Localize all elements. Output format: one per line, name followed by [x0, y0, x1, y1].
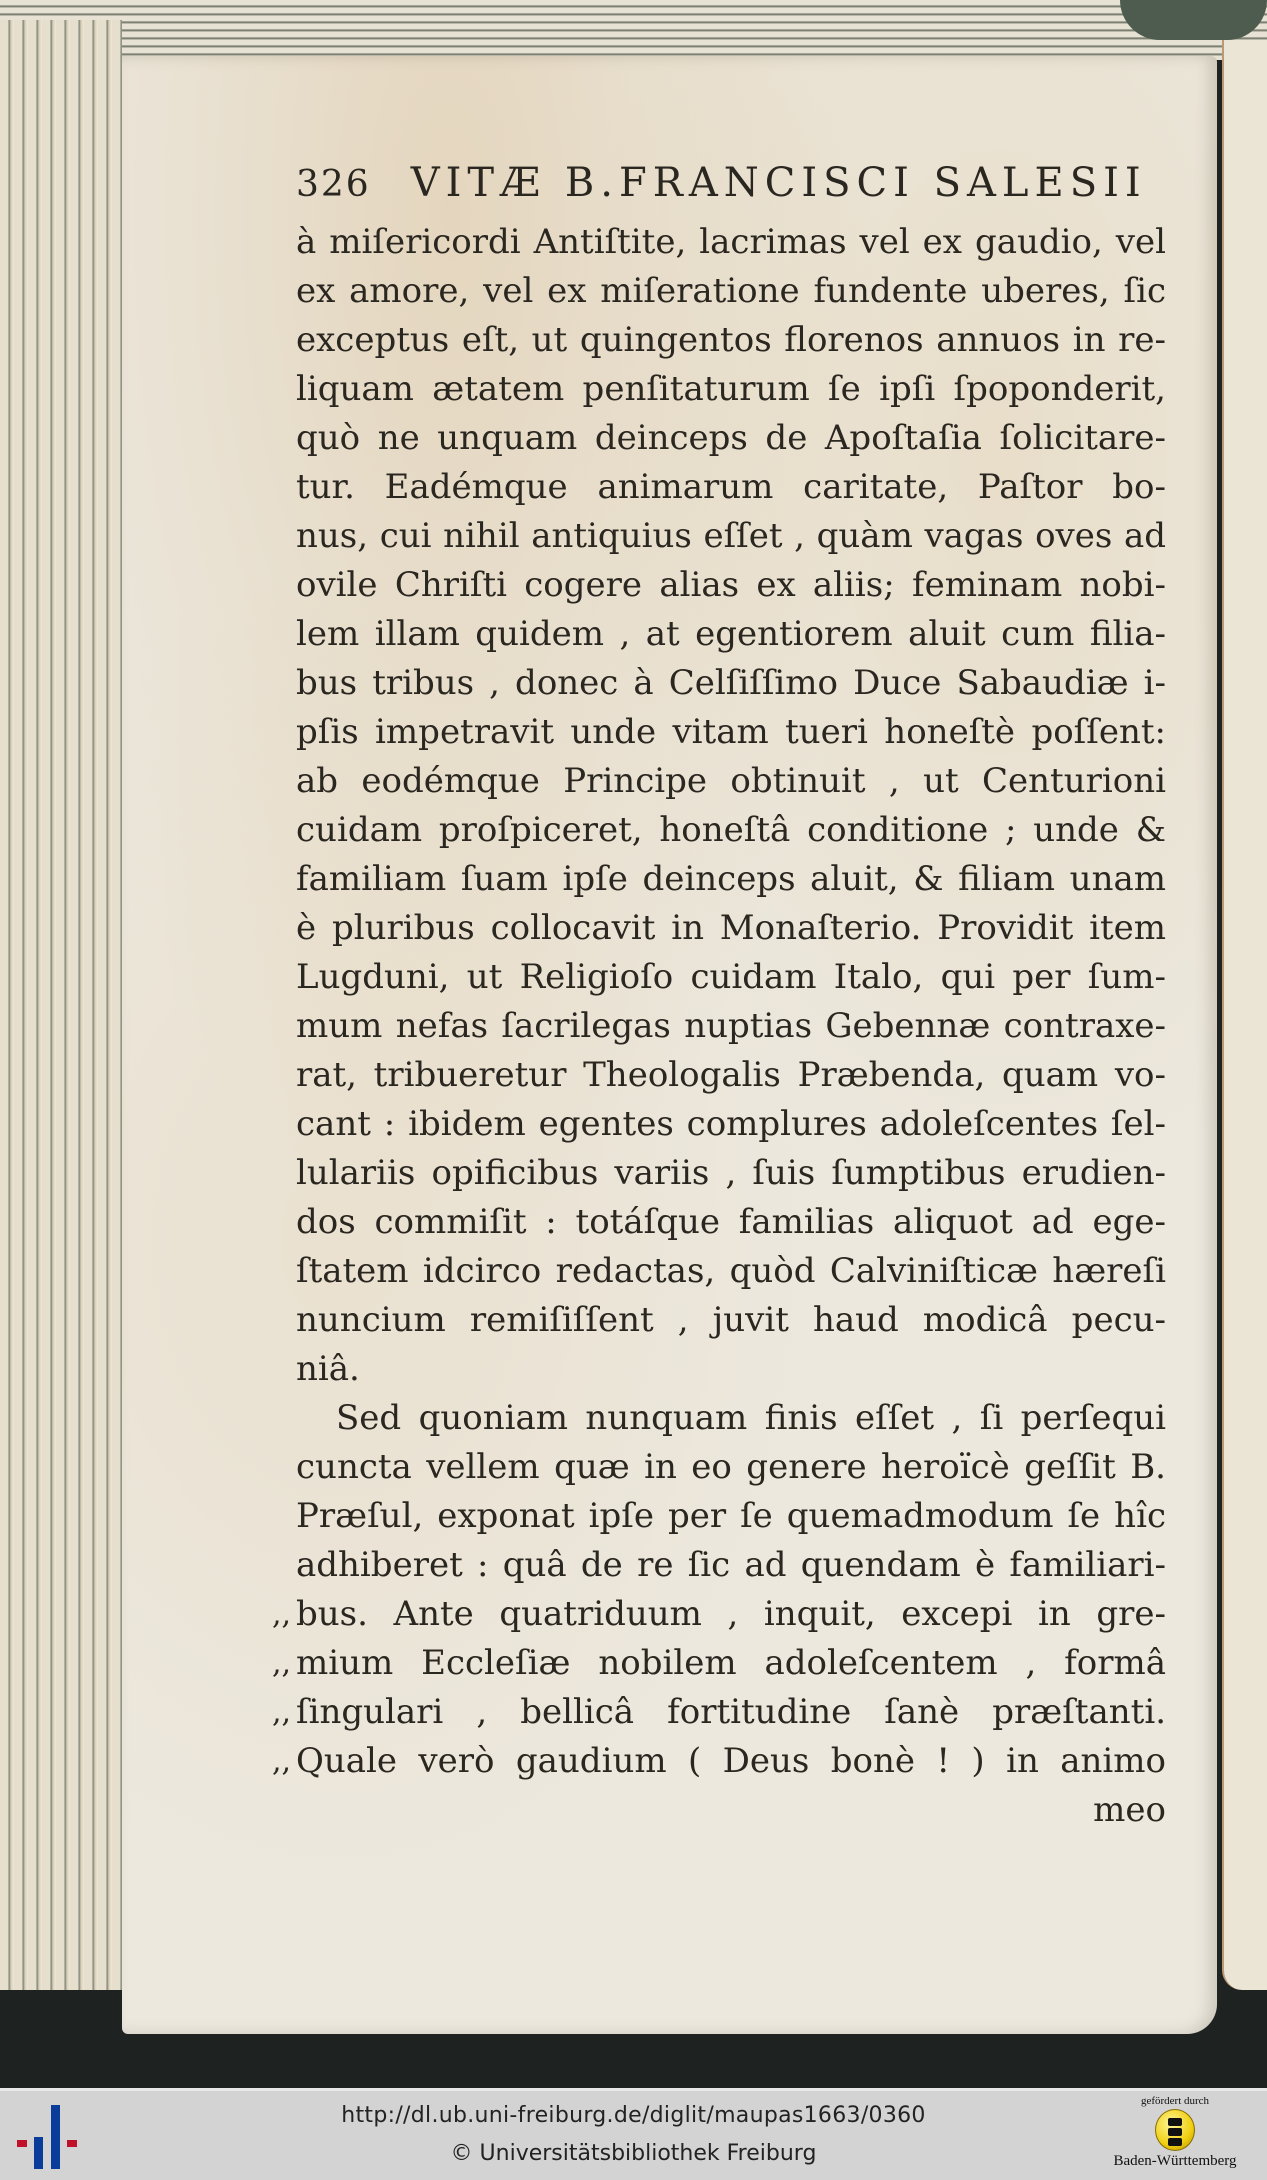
line-text: Lugduni, ut Religioſo cuidam Italo, qui per ſum- — [296, 957, 1166, 997]
quotation-mark: ,, — [272, 1744, 292, 1779]
text-line — [296, 1100, 1166, 1149]
line-text: pſis impetravit unde vitam tueri honeſtè poſſent: — [296, 712, 1166, 752]
line-text: lulariis opificibus variis , ſuis ſumptibus erudien- — [296, 1153, 1166, 1193]
line-text: nuncium remiſiſſent , juvit haud modicâ pecu- — [296, 1300, 1166, 1340]
text-line — [296, 953, 1166, 1002]
text-line — [296, 659, 1166, 708]
text-line — [272, 1590, 1166, 1639]
line-text: dos commiſit : totáſque familias aliquot ad ege- — [296, 1202, 1166, 1242]
book-top-edge — [0, 0, 1267, 60]
quotation-mark: ,, — [272, 1695, 292, 1730]
page-stack-edges — [0, 20, 122, 2010]
coat-of-arms-icon — [1155, 2109, 1195, 2151]
text-line — [272, 1688, 1166, 1737]
text-line — [296, 806, 1166, 855]
line-text: quò ne unquam deinceps de Apoſtaſia ſolicitare- — [296, 418, 1166, 458]
line-text: ſtatem idcirco redactas, quòd Calviniſticæ hæreſi — [296, 1251, 1166, 1291]
running-head-title: VITÆ B.FRANCISCI SALESII — [410, 160, 1147, 206]
footer-bar — [0, 2088, 1267, 2180]
text-line — [296, 463, 1166, 512]
text-line — [296, 1002, 1166, 1051]
line-text: à miſericordi Antiſtite, lacrimas vel ex gaudio, vel — [296, 222, 1166, 262]
book-binding — [1120, 0, 1267, 40]
text-line — [296, 414, 1166, 463]
line-text: tur. Eadémque animarum caritate, Paſtor bo- — [296, 467, 1166, 507]
text-line — [296, 316, 1166, 365]
line-text: rat, tribueretur Theologalis Præbenda, quam vo- — [296, 1055, 1166, 1095]
line-text: exceptus eſt, ut quingentos florenos annuos in re- — [296, 320, 1166, 360]
background-corner — [0, 1990, 130, 2088]
line-text: Quale verò gaudium ( Deus bonè ! ) in animo — [296, 1741, 1166, 1781]
line-text: liquam ætatem penſitaturum ſe ipſi ſpoponderit, — [296, 369, 1166, 409]
text-line — [296, 1051, 1166, 1100]
sponsor-name: Baden-Württemberg — [1113, 2153, 1237, 2169]
line-text: ex amore, vel ex miſeratione fundente uberes, ſic — [296, 271, 1166, 311]
text-line — [296, 512, 1166, 561]
facing-page-edge — [1222, 40, 1267, 1990]
running-header — [296, 160, 1166, 218]
line-text: Præſul, exponat ipſe per ſe quemadmodum ſe hîc — [296, 1496, 1166, 1536]
line-text: nus, cui nihil antiquius eſſet , quàm vagas oves ad — [296, 516, 1166, 556]
sponsor-badge — [1100, 2095, 1250, 2170]
text-line — [296, 1541, 1166, 1590]
text-line — [296, 757, 1166, 806]
quotation-mark: ,, — [272, 1646, 292, 1681]
line-text: adhiberet : quâ de re ſic ad quendam è familiari- — [296, 1545, 1166, 1585]
catchword-line — [296, 1786, 1166, 1835]
quotation-mark: ,, — [272, 1597, 292, 1632]
catchword: meo — [1093, 1790, 1166, 1830]
line-text: è pluribus collocavit in Monaſterio. Providit item — [296, 908, 1166, 948]
line-text: ovile Chriſti cogere alias ex aliis; feminam nobi- — [296, 565, 1166, 605]
text-line — [296, 1492, 1166, 1541]
line-text: bus tribus , donec à Celſiſſimo Duce Sabaudiæ i- — [296, 663, 1166, 703]
text-line — [296, 1394, 1166, 1443]
text-lines — [272, 218, 1166, 1786]
text-line — [296, 1443, 1166, 1492]
text-line — [296, 267, 1166, 316]
line-text: lem illam quidem , at egentiorem aluit cum filia- — [296, 614, 1166, 654]
text-line — [296, 610, 1166, 659]
text-line — [296, 365, 1166, 414]
text-line — [272, 1639, 1166, 1688]
line-text: familiam ſuam ipſe deinceps aluit, & filiam unam — [296, 859, 1166, 899]
line-text: bus. Ante quatriduum , inquit, excepi in gre- — [296, 1594, 1166, 1634]
text-line — [296, 1149, 1166, 1198]
copyright-text: © Universitätsbibliothek Freiburg — [450, 2141, 817, 2166]
permalink-url[interactable]: http://dl.ub.uni-freiburg.de/diglit/maupas1663/0360 — [341, 2103, 926, 2128]
line-text: niâ. — [296, 1349, 360, 1389]
line-text: cant : ibidem egentes complures adoleſcentes ſel- — [296, 1104, 1166, 1144]
text-line — [296, 218, 1166, 267]
text-line — [296, 708, 1166, 757]
page-text — [272, 160, 1166, 1835]
line-text: Sed quoniam nunquam finis eſſet , ſi perſequi — [336, 1398, 1166, 1438]
text-line — [296, 855, 1166, 904]
page-number: 326 — [296, 164, 371, 205]
line-text: cuncta vellem quæ in eo genere heroïcè geſſit B. — [296, 1447, 1166, 1487]
text-line — [272, 1737, 1166, 1786]
line-text: ſingulari , bellicâ fortitudine ſanè præſtanti. — [296, 1692, 1166, 1732]
line-text: mium Eccleſiæ nobilem adoleſcentem , formâ — [296, 1643, 1166, 1683]
text-line — [296, 1296, 1166, 1345]
sponsor-label: gefördert durch — [1140, 2095, 1210, 2107]
text-line — [296, 1198, 1166, 1247]
text-line — [296, 1247, 1166, 1296]
text-line — [296, 904, 1166, 953]
text-line — [296, 1345, 1166, 1394]
line-text: ab eodémque Principe obtinuit , ut Centurioni — [296, 761, 1166, 801]
line-text: mum nefas ſacrilegas nuptias Gebennæ contraxe- — [296, 1006, 1166, 1046]
text-line — [296, 561, 1166, 610]
line-text: cuidam proſpiceret, honeſtâ conditione ; unde & — [296, 810, 1166, 850]
